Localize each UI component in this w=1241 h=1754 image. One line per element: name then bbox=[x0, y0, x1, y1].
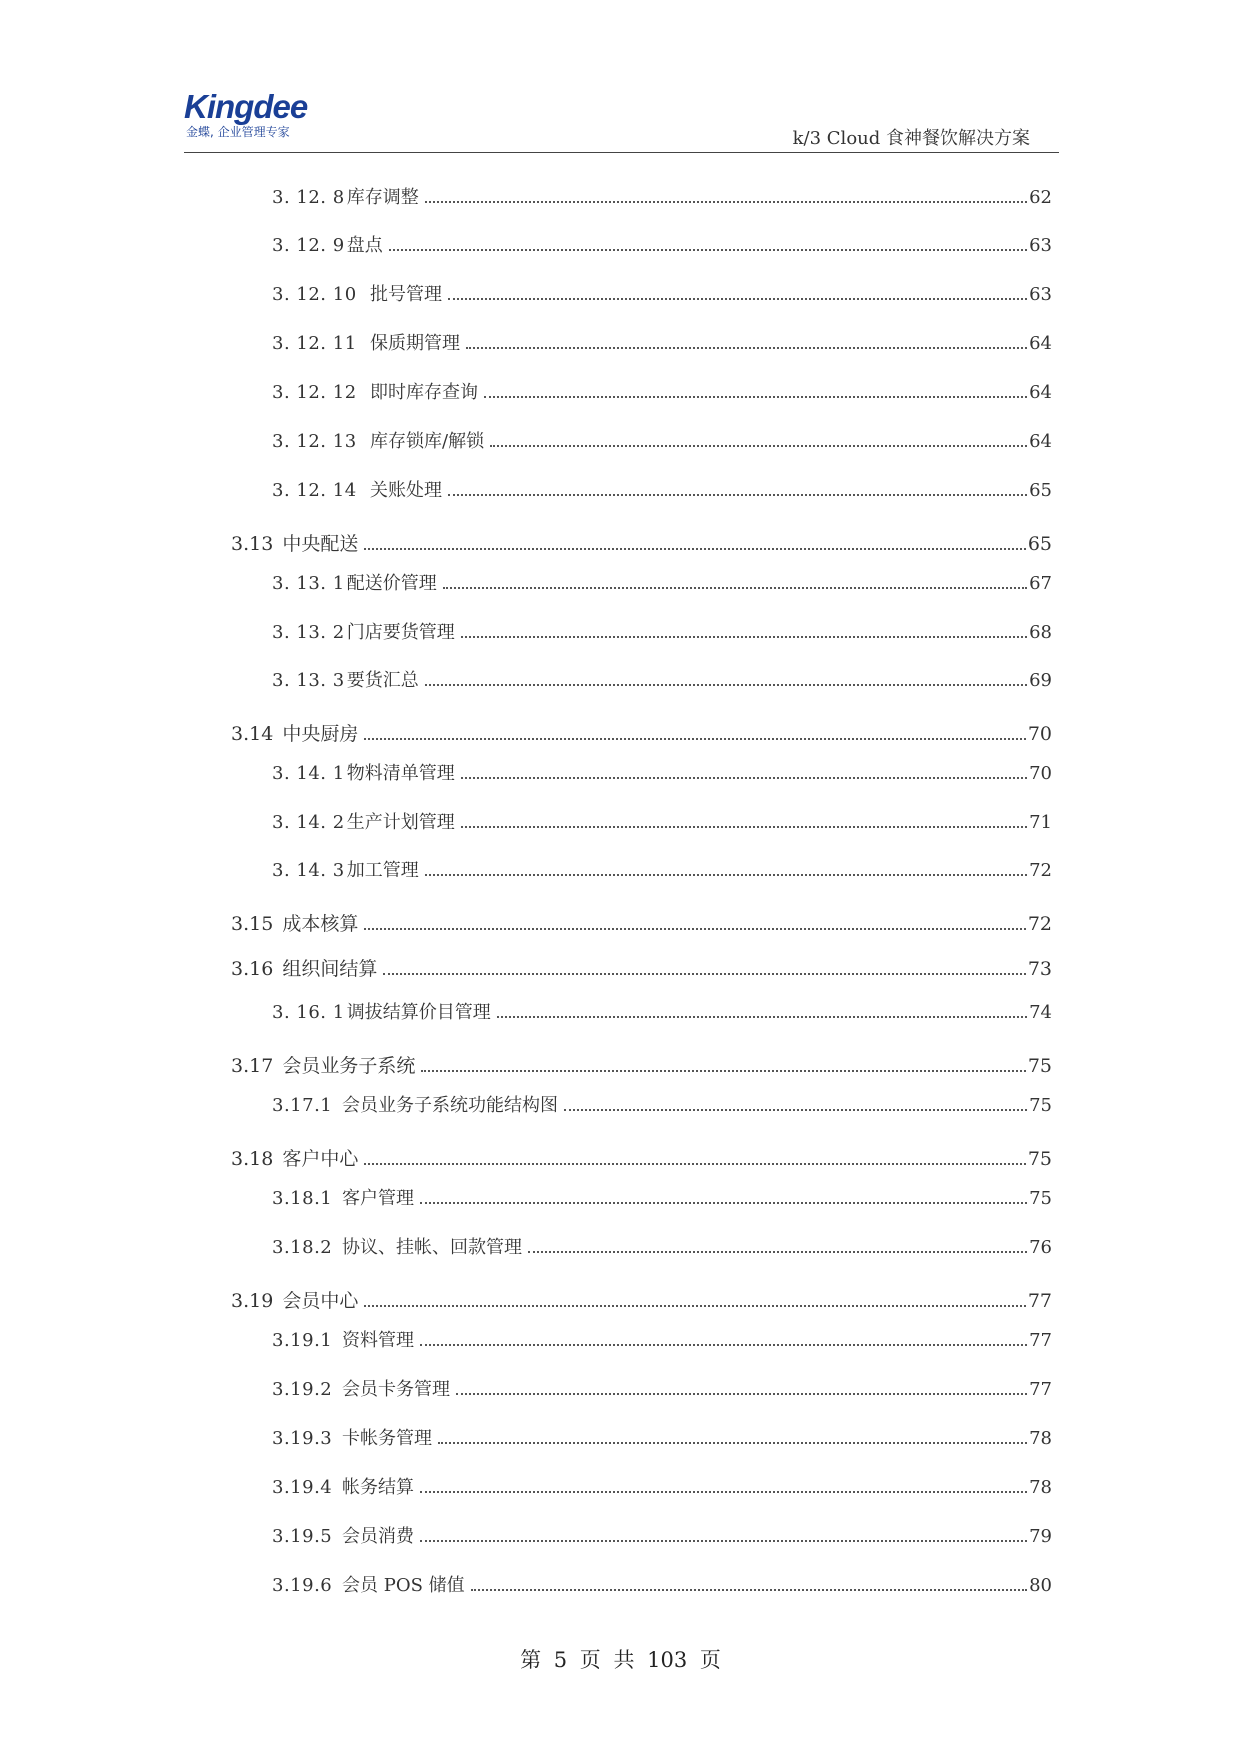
toc-entry-number: 3.19.3 bbox=[272, 1428, 333, 1449]
toc-dot-leader bbox=[364, 927, 1025, 930]
toc-dot-leader bbox=[420, 1490, 1027, 1493]
toc-dot-leader bbox=[471, 1588, 1027, 1591]
toc-entry-title: 盘点 bbox=[346, 235, 383, 256]
toc-entry-page-number: 75 bbox=[1027, 1055, 1052, 1077]
toc-dot-leader bbox=[448, 493, 1027, 496]
toc-entry-page-number: 71 bbox=[1029, 812, 1052, 833]
toc-entry-number: 3. 14. 3 bbox=[272, 860, 345, 881]
toc-entry-title: 库存调整 bbox=[346, 187, 419, 208]
toc-entry-page-number: 64 bbox=[1029, 333, 1052, 354]
toc-entry-title: 帐务结算 bbox=[342, 1477, 414, 1498]
toc-entry-number: 3. 13. 2 bbox=[272, 622, 345, 643]
toc-entry-number: 3.18 bbox=[231, 1148, 274, 1170]
toc-entry-page-number: 63 bbox=[1029, 284, 1052, 305]
toc-entry-title: 客户中心 bbox=[282, 1148, 359, 1170]
toc-dot-leader bbox=[420, 1343, 1027, 1346]
toc-entry[interactable] bbox=[272, 329, 1052, 355]
toc-entry-number: 3. 14. 1 bbox=[272, 763, 345, 784]
toc-entry-number: 3.17 bbox=[231, 1055, 274, 1077]
toc-entry-page-number: 74 bbox=[1029, 1002, 1052, 1023]
toc-entry[interactable] bbox=[272, 1571, 1052, 1597]
toc-dot-leader bbox=[420, 1539, 1027, 1542]
toc-entry-title: 资料管理 bbox=[342, 1330, 414, 1351]
toc-dot-leader bbox=[364, 737, 1025, 740]
toc-entry-page-number: 78 bbox=[1029, 1477, 1052, 1498]
toc-entry-page-number: 63 bbox=[1029, 235, 1052, 256]
toc-dot-leader bbox=[364, 547, 1025, 550]
toc-dot-leader bbox=[425, 873, 1027, 876]
toc-entry-title: 调拔结算价目管理 bbox=[346, 1002, 491, 1023]
toc-entry-page-number: 64 bbox=[1029, 382, 1052, 403]
toc-entry[interactable] bbox=[272, 998, 1052, 1024]
toc-dot-leader bbox=[425, 683, 1027, 686]
toc-dot-leader bbox=[421, 1069, 1025, 1072]
toc-entry-title: 卡帐务管理 bbox=[342, 1428, 432, 1449]
toc-entry-title: 生产计划管理 bbox=[346, 812, 455, 833]
toc-entry-page-number: 77 bbox=[1027, 1290, 1052, 1312]
toc-entry-number: 3.14 bbox=[231, 723, 274, 745]
toc-dot-leader bbox=[461, 776, 1027, 779]
toc-entry-number: 3. 13. 1 bbox=[272, 573, 345, 594]
toc-entry-page-number: 80 bbox=[1029, 1575, 1052, 1596]
toc-dot-leader bbox=[389, 248, 1027, 251]
toc-entry-page-number: 62 bbox=[1029, 187, 1052, 208]
toc-entry-page-number: 67 bbox=[1029, 573, 1052, 594]
toc-entry[interactable] bbox=[272, 1091, 1052, 1117]
toc-entry[interactable] bbox=[272, 1184, 1052, 1210]
toc-entry-page-number: 75 bbox=[1029, 1095, 1052, 1116]
toc-entry[interactable] bbox=[231, 954, 1052, 981]
toc-entry-title: 成本核算 bbox=[282, 913, 359, 935]
toc-entry-title: 客户管理 bbox=[342, 1188, 414, 1209]
document-title: k/3 Cloud 食神餐饮解决方案 bbox=[792, 128, 1030, 149]
toc-entry-number: 3. 14. 2 bbox=[272, 812, 345, 833]
toc-entry-title: 会员卡务管理 bbox=[342, 1379, 450, 1400]
toc-entry-number: 3.19.2 bbox=[272, 1379, 333, 1400]
toc-entry-title: 会员 POS 储值 bbox=[342, 1575, 465, 1596]
toc-entry-title: 中央配送 bbox=[282, 533, 359, 555]
toc-entry-title: 物料清单管理 bbox=[346, 763, 455, 784]
toc-entry-page-number: 70 bbox=[1029, 763, 1052, 784]
toc-entry-page-number: 77 bbox=[1029, 1379, 1052, 1400]
toc-entry-page-number: 75 bbox=[1029, 1188, 1052, 1209]
toc-entry-title: 中央厨房 bbox=[282, 723, 359, 745]
toc-entry-title: 保质期管理 bbox=[370, 333, 460, 354]
logo-wordmark: Kingdee bbox=[184, 88, 308, 125]
toc-entry-page-number: 65 bbox=[1029, 480, 1052, 501]
toc-dot-leader bbox=[461, 635, 1027, 638]
toc-entry-number: 3. 12. 14 bbox=[272, 480, 357, 501]
toc-entry-page-number: 79 bbox=[1029, 1526, 1052, 1547]
logo-tagline: 金蝶, 企业管理专家 bbox=[186, 125, 290, 139]
toc-entry-page-number: 65 bbox=[1027, 533, 1052, 555]
toc-dot-leader bbox=[364, 1162, 1025, 1165]
toc-dot-leader bbox=[484, 395, 1027, 398]
toc-entry-page-number: 70 bbox=[1027, 723, 1052, 745]
toc-entry-page-number: 73 bbox=[1027, 958, 1052, 980]
toc-entry-page-number: 72 bbox=[1027, 913, 1052, 935]
toc-entry-number: 3. 12. 8 bbox=[272, 187, 345, 208]
toc-dot-leader bbox=[490, 444, 1027, 447]
toc-dot-leader bbox=[564, 1108, 1027, 1111]
toc-entry-number: 3. 12. 9 bbox=[272, 235, 345, 256]
toc-entry-number: 3. 12. 12 bbox=[272, 382, 357, 403]
toc-dot-leader bbox=[420, 1201, 1027, 1204]
toc-dot-leader bbox=[456, 1392, 1027, 1395]
toc-entry[interactable] bbox=[272, 808, 1052, 834]
toc-entry[interactable] bbox=[272, 666, 1052, 692]
toc-dot-leader bbox=[528, 1250, 1027, 1253]
toc-entry-title: 门店要货管理 bbox=[346, 622, 455, 643]
toc-entry[interactable] bbox=[231, 529, 1052, 556]
toc-entry-number: 3.18.1 bbox=[272, 1188, 333, 1209]
toc-entry[interactable] bbox=[272, 231, 1052, 257]
toc-entry-page-number: 68 bbox=[1029, 622, 1052, 643]
toc-entry-number: 3.19 bbox=[231, 1290, 274, 1312]
toc-entry-page-number: 72 bbox=[1029, 860, 1052, 881]
toc-dot-leader bbox=[383, 972, 1025, 975]
toc-entry[interactable] bbox=[272, 1473, 1052, 1499]
toc-entry-title: 会员中心 bbox=[282, 1290, 359, 1312]
toc-entry[interactable] bbox=[272, 759, 1052, 785]
toc-entry-number: 3.16 bbox=[231, 958, 274, 980]
toc-dot-leader bbox=[448, 297, 1027, 300]
toc-entry[interactable] bbox=[272, 378, 1052, 404]
toc-entry-page-number: 64 bbox=[1029, 431, 1052, 452]
toc-entry[interactable] bbox=[272, 1424, 1052, 1450]
toc-entry-number: 3. 12. 11 bbox=[272, 333, 357, 354]
toc-entry-page-number: 76 bbox=[1029, 1237, 1052, 1258]
toc-entry[interactable] bbox=[272, 1233, 1052, 1259]
toc-entry[interactable] bbox=[272, 856, 1052, 882]
toc-entry[interactable] bbox=[272, 1326, 1052, 1352]
toc-entry-number: 3.19.1 bbox=[272, 1330, 333, 1351]
toc-entry[interactable] bbox=[272, 476, 1052, 502]
toc-entry[interactable] bbox=[272, 1522, 1052, 1548]
toc-dot-leader bbox=[425, 200, 1027, 203]
toc-entry-title: 会员业务子系统功能结构图 bbox=[342, 1095, 558, 1116]
toc-entry-title: 关账处理 bbox=[370, 480, 442, 501]
toc-entry[interactable] bbox=[231, 1051, 1052, 1078]
toc-entry-number: 3.13 bbox=[231, 533, 274, 555]
toc-entry[interactable] bbox=[231, 719, 1052, 746]
toc-entry-number: 3.19.5 bbox=[272, 1526, 333, 1547]
toc-entry-title: 会员业务子系统 bbox=[282, 1055, 416, 1077]
toc-entry-title: 批号管理 bbox=[370, 284, 442, 305]
toc-entry-title: 配送价管理 bbox=[346, 573, 437, 594]
toc-entry-number: 3.15 bbox=[231, 913, 274, 935]
toc-entry-page-number: 75 bbox=[1027, 1148, 1052, 1170]
toc-entry[interactable] bbox=[272, 569, 1052, 595]
toc-entry-page-number: 77 bbox=[1029, 1330, 1052, 1351]
toc-entry[interactable] bbox=[272, 280, 1052, 306]
toc-entry-number: 3.18.2 bbox=[272, 1237, 333, 1258]
toc-entry-title: 库存锁库/解锁 bbox=[370, 431, 485, 452]
toc-entry-number: 3. 16. 1 bbox=[272, 1002, 345, 1023]
toc-entry-title: 即时库存查询 bbox=[370, 382, 478, 403]
toc-entry-page-number: 69 bbox=[1029, 670, 1052, 691]
toc-entry-title: 会员消费 bbox=[342, 1526, 414, 1547]
toc-entry-title: 组织间结算 bbox=[282, 958, 378, 980]
toc-entry-title: 协议、挂帐、回款管理 bbox=[342, 1237, 522, 1258]
toc-entry-number: 3.19.4 bbox=[272, 1477, 333, 1498]
toc-dot-leader bbox=[443, 586, 1027, 589]
toc-entry-number: 3.19.6 bbox=[272, 1575, 333, 1596]
toc-entry-number: 3.17.1 bbox=[272, 1095, 333, 1116]
page-footer: 第 5 页 共 103 页 bbox=[520, 1648, 721, 1672]
toc-entry-number: 3. 12. 10 bbox=[272, 284, 357, 305]
toc-entry-page-number: 78 bbox=[1029, 1428, 1052, 1449]
toc-dot-leader bbox=[497, 1015, 1027, 1018]
toc-entry[interactable] bbox=[231, 1144, 1052, 1171]
toc-dot-leader bbox=[461, 825, 1027, 828]
toc-entry[interactable] bbox=[272, 1375, 1052, 1401]
toc-entry[interactable] bbox=[272, 427, 1052, 453]
toc-entry[interactable] bbox=[231, 1286, 1052, 1313]
toc-dot-leader bbox=[438, 1441, 1027, 1444]
toc-entry-number: 3. 12. 13 bbox=[272, 431, 357, 452]
toc-dot-leader bbox=[364, 1304, 1025, 1307]
toc-dot-leader bbox=[466, 346, 1027, 349]
toc-entry[interactable] bbox=[272, 618, 1052, 644]
toc-entry-number: 3. 13. 3 bbox=[272, 670, 345, 691]
toc-entry-title: 要货汇总 bbox=[346, 670, 419, 691]
toc-entry-title: 加工管理 bbox=[346, 860, 419, 881]
toc-entry[interactable] bbox=[231, 909, 1052, 936]
toc-entry[interactable] bbox=[272, 183, 1052, 209]
